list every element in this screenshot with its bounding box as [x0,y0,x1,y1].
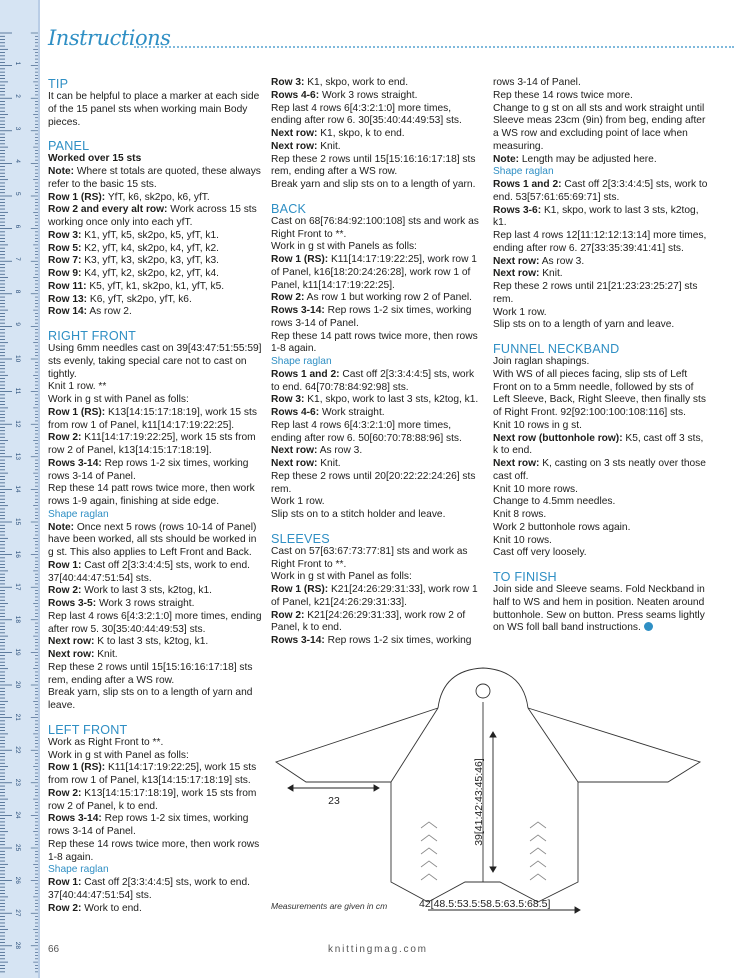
ruler-label: 24 [14,811,21,819]
back-heading: BACK [271,201,307,216]
neckband-heading: FUNNEL NECKBAND [493,342,620,356]
instruction-row: Row 1 (RS): K13[14:15:17:18:19], work 15 sts from row 1 of Panel, k11[14:17:19:22:25]. [48,406,257,431]
back-shape-raglan: Shape raglan [271,356,332,367]
sleeve-length-label: 23 [328,795,340,807]
ruler-edge [38,0,40,978]
rf-rows2 [48,560,262,611]
c3-rows [493,179,708,230]
instruction-row: Rows 3-14: Rep rows 1-2 six times, working rows 3-14 of Panel. [48,457,249,482]
ruler-label: 12 [14,420,21,428]
rf-rows3 [48,636,262,662]
c3-p4: Rep last 4 rows 12[11:12:12:13:14] more times, ending after row 6. 27[33:35:39:41:41] sts. [493,230,707,254]
back-rows [271,254,483,331]
rf-p1: Using 6mm needles cast on 39[43:47:51:55:59] sts evenly, taking special care not to cast on tightly. [48,343,262,380]
left-sleeve-outline [276,708,438,782]
finish-text: Join side and Sleeve seams. Fold Neckband in half to WS and hem in position. Neaten around buttonhole. Sew on button. Press seams lightly on WS foll ball band instructions. [493,584,705,634]
left-raglan-line [391,708,438,782]
instruction-row: Next row: Knit. [48,649,118,660]
back-p5: Rep these 2 rows until 20[20:22:22:24:26] sts rem. [271,470,476,495]
measuring-ruler [0,0,38,978]
finish-heading: TO FINISH [493,570,557,584]
back-p2: Work in g st with Panels as folls: [271,241,417,253]
ruler-label: 15 [14,518,21,526]
nb-p3: Knit 10 rows in g st. [493,419,582,431]
ruler-label: 1 [14,61,21,66]
instruction-row: Row 2: As row 1 but working row 2 of Panel. [271,292,473,304]
rf-p2: Knit 1 row. ** [48,381,107,393]
c3-p2: Rep these 14 rows twice more. [493,89,633,101]
instruction-row: Next row: Knit. [493,268,563,280]
panel-worked: Worked over 15 sts [48,153,142,165]
nb-p1: Join raglan shapings. [493,356,590,367]
ruler-label: 10 [14,355,21,363]
c3-p1: rows 3-14 of Panel. [493,77,581,88]
c3-rows2 [493,256,708,282]
instruction-row: Row 2 and every alt row: Work across 15 sts working once only into each yfT. [48,204,257,228]
instruction-row: Row 1 (RS): YfT, k6, sk2po, k6, yfT. [48,191,210,203]
instruction-row: Row 13: K6, yfT, sk2po, yfT, k6. [48,293,192,305]
ruler-label: 5 [14,192,21,196]
instruction-row: Next row: As row 3. [493,255,585,267]
back-p4: Rep last 4 rows 6[4:3:2:1:0] more times, ending after row 6. 50[60:70:78:88:96] sts. [271,419,462,444]
measurements-note: Measurements are given in cm [271,901,388,911]
panel-rows [48,192,262,320]
instruction-row: Row 1: Cast off 2[3:3:4:4:5] sts, work to end. 37[40:44:47:51:54] sts. [48,559,250,584]
page-title: Instructions [48,26,171,50]
rf-p3: Work in g st with Panel as folls: [48,394,189,405]
back-p1: Cast on 68[76:84:92:100:108] sts and work as Right Front to **. [271,215,479,240]
back-rows3 [271,445,483,471]
c3-p6: Work 1 row. [493,306,547,318]
instruction-row: Next row: Knit. [271,458,341,469]
back-p6: Work 1 row. [271,496,325,508]
ruler-label: 25 [14,844,21,852]
ruler-label: 3 [14,126,21,131]
ruler-label: 20 [14,681,21,689]
c3-note: Note: Length may be adjusted here. [493,153,657,165]
rf-shape-raglan: Shape raglan [48,508,109,520]
ruler-label: 4 [14,159,21,164]
instruction-row: Next row: As row 3. [271,445,363,457]
site-url: knittingmag.com [328,944,428,955]
ruler-label: 19 [14,648,21,656]
instruction-row: Next row: Knit. [271,140,341,152]
instruction-row: Next row (buttonhole row): K5, cast off 3 sts, k to end. [493,432,704,457]
lf-p1: Work as Right Front to **. [48,736,164,748]
nb-p5: Change to 4.5mm needles. [493,496,616,508]
lf-rows2 [48,877,262,915]
lf-p3: Rep these 14 rows twice more, then work rows 1-8 again. [48,838,260,863]
instruction-row: Next row: K1, skpo, k to end. [271,128,405,139]
ruler-label: 14 [14,485,21,493]
rf-p6: Rep these 2 rows until 15[15:16:16:17:18] sts rem, ending after a WS row. [48,661,253,686]
ruler-label: 2 [14,94,21,98]
instruction-row: Rows 1 and 2: Cast off 2[3:3:4:4:5] sts, work to end. 64[70:78:84:92:98] sts. [271,368,475,393]
rf-p4: Rep these 14 patt rows twice more, then work rows 1-9 again, finishing at side edge. [48,483,255,507]
rf-p7: Break yarn, slip sts on to a length of yarn and leave. [48,687,253,711]
ruler-label: 16 [14,550,21,558]
instruction-row: Row 7: K3, yfT, k3, sk2po, k3, yfT, k3. [48,255,219,267]
instruction-row: Rows 3-5: Work 3 rows straight. [48,598,195,609]
instruction-row: Rows 4-6: Work straight. [271,407,385,418]
sleeves-p2: Work in g st with Panel as folls: [271,571,412,583]
panel-note: Note: Where st totals are quoted, these always refer to the basic 15 sts. [48,166,261,190]
c2-p3: Break yarn and slip sts on to a length of yarn. [271,179,476,190]
garment-schematic [268,660,738,920]
instruction-row: Row 1 (RS): K21[24:26:29:31:33], work row 1 of Panel, k21[24:26:29:31:33]. [271,584,478,608]
instruction-row: Row 2: K13[14:15:17:18:19], work 15 sts from row 2 of Panel, k to end. [48,787,257,812]
c2-p2: Rep these 2 rows until 15[15:16:16:17:18] sts rem, ending after a WS row. [271,153,476,178]
lf-rows [48,762,262,839]
page-number: 66 [48,944,60,955]
c2-p1: Rep last 4 rows 6[4:3:2:1:0] more times, ending after row 6. 30[35:40:44:49:53] sts. [271,102,462,127]
ruler-ticks [0,0,38,978]
nb-p6: Knit 8 rows. [493,509,547,520]
nb-p7: Work 2 buttonhole rows again. [493,521,631,533]
ruler-label: 26 [14,876,21,884]
instruction-row: Row 3: K1, skpo, work to last 3 sts, k2tog, k1. [271,394,479,406]
ruler-label: 9 [14,322,21,327]
instruction-row: Row 11: K5, yfT, k1, sk2po, k1, yfT, k5. [48,280,225,292]
ruler-label: 11 [14,387,21,395]
instruction-row: Row 3: K1, yfT, k5, sk2po, k5, yfT, k1. [48,229,219,241]
ruler-label: 27 [14,909,21,917]
right-raglan-line [528,708,578,782]
sleeve-shape-raglan: Shape raglan [493,166,554,178]
body-length-label: 39[41:42:43:45:46] [473,758,485,846]
instruction-row: Next row: K, casting on 3 sts neatly over those cast off. [493,458,706,482]
instruction-row: Rows 3-14: Rep rows 1-2 six times, working rows 3-14 of Panel. [271,305,472,329]
instruction-row: Row 2: Work to last 3 sts, k2tog, k1. [48,585,213,597]
lf-shape-raglan: Shape raglan [48,864,109,876]
instruction-row: Row 1: Cast off 2[3:3:4:4:5] sts, work to end. 37[40:44:47:51:54] sts. [48,877,250,901]
tip-text: It can be helpful to place a marker at each side of the 15 panel sts when working main Body pieces. [48,91,260,128]
column-1 [48,77,262,915]
ruler-label: 13 [14,452,21,461]
instruction-row: Rows 3-14: Rep rows 1-2 six times, working [271,635,472,646]
ruler-label: 18 [14,615,21,624]
c3-p5: Rep these 2 rows until 21[21:23:23:25:27] sts rem. [493,281,698,305]
nb-p4: Knit 10 more rows. [493,483,578,495]
instruction-row: Row 1 (RS): K11[14:17:19:22:25], work row 1 of Panel, k16[18:20:24:26:28], work row 1 of Panel, k11[14:17:19:22:25]. [271,254,477,291]
right-sleeve-outline [528,708,700,782]
instruction-row: Row 3: K1, skpo, work to end. [271,77,409,88]
nb-p8: Knit 10 rows. [493,534,552,546]
sleeves-p1: Cast on 57[63:67:73:77:81] sts and work as Right Front to **. [271,545,468,570]
panel-heading: PANEL [48,139,90,154]
ruler-label: 17 [14,583,21,591]
rf-note: Note: Once next 5 rows (rows 10-14 of Panel) have been worked, all sts should be worked in g st. This also applies to Left Front and Back. [48,521,257,558]
title-dotted-rule [134,46,734,48]
lf-p2: Work in g st with Panel as folls: [48,749,189,761]
instruction-row: Row 2: K21[24:26:29:31:33], work row 2 of Panel, k to end. [271,609,466,634]
ruler-label: 21 [14,713,21,721]
instruction-row: Rows 1 and 2: Cast off 2[3:3:4:4:5] sts, work to end. 53[57:61:65:69:71] sts. [493,179,708,203]
ruler-label: 8 [14,289,21,294]
instruction-row: Row 2: Work to end. [48,902,142,914]
rf-p5: Rep last 4 rows 6[4:3:2:1:0] more times, ending after row 5. 30[35:40:44:49:53] sts. [48,610,262,635]
width-label: 42[48.5:53.5:58.5:63.5:68.5] [419,898,551,910]
sleeves-heading: SLEEVES [271,531,330,546]
instruction-row: Rows 3-6: K1, skpo, work to last 3 sts, k2tog, k1. [493,204,699,229]
instruction-row: Next row: K to last 3 sts, k2tog, k1. [48,636,209,648]
c3-p7: Slip sts on to a length of yarn and leave. [493,319,675,331]
schematic-outline [276,668,700,902]
instruction-row: Row 9: K4, yfT, k2, sk2po, k2, yfT, k4. [48,268,219,279]
ruler-label: 22 [14,746,21,754]
nb-p2: With WS of all pieces facing, slip sts of Left Front on to a 5mm needle, followed by sts of Left Sleeve, Back, Right Sleeve, then finally sts of Right Front. 92[92:100:100:108:116] sts. [493,368,706,418]
back-rows2 [271,369,483,420]
end-dot-icon [644,622,653,631]
ruler-label: 6 [14,224,21,229]
tip-heading: TIP [48,77,69,91]
nb-rows [493,433,708,484]
c3-p3: Change to g st on all sts and work straight until Sleeve meas 23cm (9in) from beg, ending after a WS row and excluding point of lace when measuring. [493,102,706,152]
measurement-lines [288,732,580,913]
ruler-label: 23 [14,778,21,787]
ruler-label: 28 [14,941,21,950]
ruler-label: 7 [14,257,21,261]
instruction-row: Row 5: K2, yfT, k4, sk2po, k4, yfT, k2. [48,242,219,254]
instruction-row: Row 14: As row 2. [48,306,132,318]
instruction-row: Row 1 (RS): K11[14:17:19:22:25], work 15 sts from row 1 of Panel, k13[14:15:17:18:19] sts. [48,762,257,786]
nb-p9: Cast off very loosely. [493,547,587,559]
rf-rows [48,407,262,484]
instruction-row: Rows 4-6: Work 3 rows straight. [271,89,418,101]
left-front-heading: LEFT FRONT [48,722,128,737]
instruction-row: Row 2: K11[14:17:19:22:25], work 15 sts from row 2 of Panel, k13[14:15:17:18:19]. [48,432,256,456]
column-2 [271,77,483,648]
column-3 [493,77,708,635]
button-circle [476,684,490,698]
lf-cont-rows [271,77,483,103]
lf-cont-rows2 [271,128,483,154]
instruction-row: Rows 3-14: Rep rows 1-2 six times, working rows 3-14 of Panel. [48,813,249,837]
right-front-heading: RIGHT FRONT [48,329,137,343]
back-p7: Slip sts on to a stitch holder and leave. [271,509,446,520]
back-p3: Rep these 14 patt rows twice more, then rows 1-8 again. [271,330,478,355]
sleeves-rows [271,584,483,648]
